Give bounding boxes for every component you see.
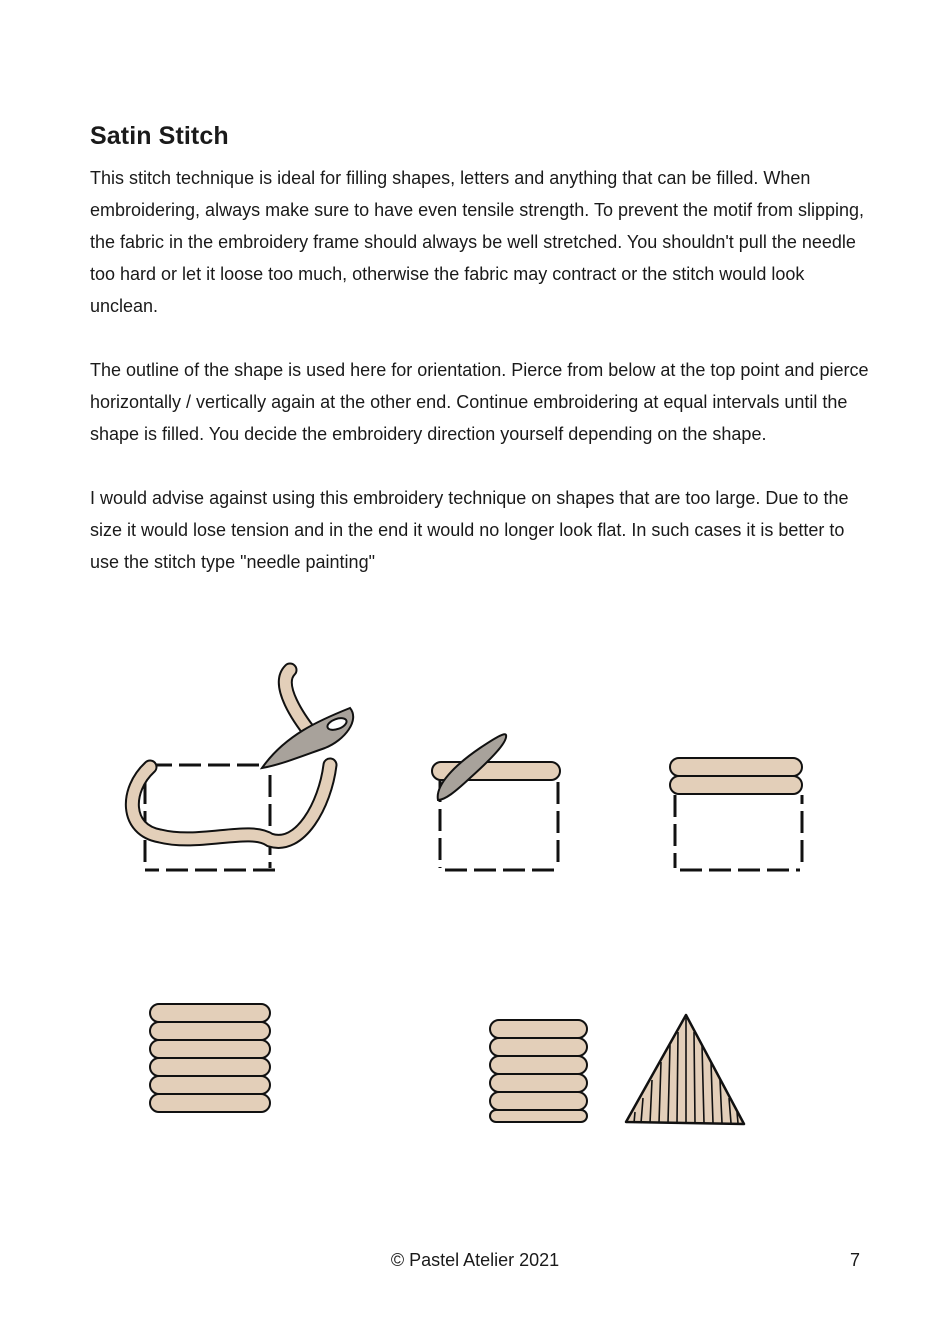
step-5-small-square [490,1020,587,1122]
step-4-filled-square [150,1004,270,1112]
illustrations-svg [0,640,950,1160]
page-number: 7 [849,1250,860,1270]
step-6-triangle [626,1015,744,1124]
step-3-two-stitches [670,758,802,870]
footer-copyright: © Pastel Atelier 2021 [390,1250,560,1270]
step-2-first-stitch [432,734,560,870]
step-1-needle-thread [132,670,353,870]
paragraph-method: The outline of the shape is used here for orientation. Pierce from below at the top point and pierce horizontally / vertically again at the other end. Continue embroidering at equal intervals until the shape is filled. You decide the embroidery direction yourself depending on the shape. [90,360,869,444]
page-title: Satin Stitch [90,122,229,150]
paragraph-advice: I would advise against using this embroidery technique on shapes that are too large. Due to the size it would lose tension and in the end it would no longer look flat. In such cases it is better to use the stitch type "needle painting" [90,488,849,572]
stitch-illustrations [0,640,950,1160]
paragraph-intro: This stitch technique is ideal for filling shapes, letters and anything that can be filled. When embroidering, always make sure to have even tensile strength. To prevent the motif from slipping, the fabric in the embroidery frame should always be well stretched. You shouldn't pull the needle too hard or let it loose too much, otherwise the fabric may contract or the stitch would look unclean. [90,168,865,316]
body-text [90,162,870,610]
